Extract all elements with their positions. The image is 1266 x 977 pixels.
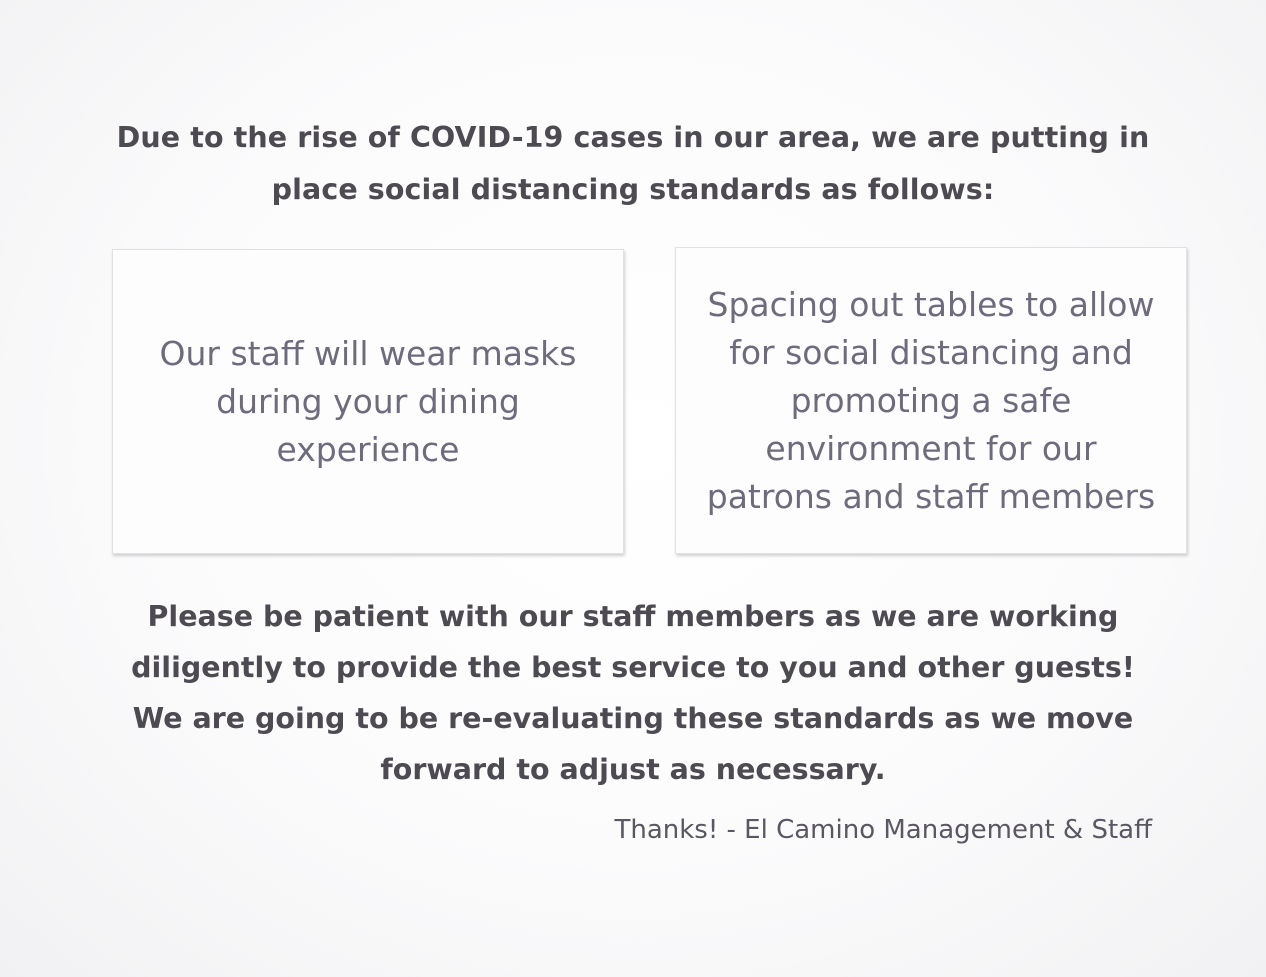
standard-line: for social distancing and: [729, 332, 1133, 372]
closing-paragraph: [100, 591, 1166, 795]
standard-line: Our staff will wear masks: [159, 333, 577, 373]
standard-line: Spacing out tables to allow: [707, 284, 1155, 324]
standard-line: experience: [276, 429, 460, 469]
standard-line: environment for our: [765, 428, 1097, 468]
standard-card-masks: [112, 249, 624, 554]
signoff-text: Thanks! - El Camino Management & Staff: [614, 815, 1152, 845]
closing-line: diligently to provide the best service to you and other guests!: [131, 651, 1135, 684]
intro-line: place social distancing standards as follows:: [271, 173, 995, 206]
standard-line: promoting a safe: [790, 380, 1072, 420]
closing-line: Please be patient with our staff members as we are working: [147, 600, 1119, 633]
standard-card-text: [689, 281, 1174, 521]
standard-line: patrons and staff members: [706, 476, 1156, 516]
closing-line: forward to adjust as necessary.: [380, 753, 886, 786]
standard-card-spacing: [675, 247, 1187, 554]
intro-paragraph: [100, 112, 1166, 216]
standard-card-text: [136, 330, 601, 474]
closing-line: We are going to be re-evaluating these standards as we move: [132, 702, 1134, 735]
intro-line: Due to the rise of COVID-19 cases in our area, we are putting in: [116, 121, 1150, 154]
standard-line: during your dining: [216, 381, 520, 421]
